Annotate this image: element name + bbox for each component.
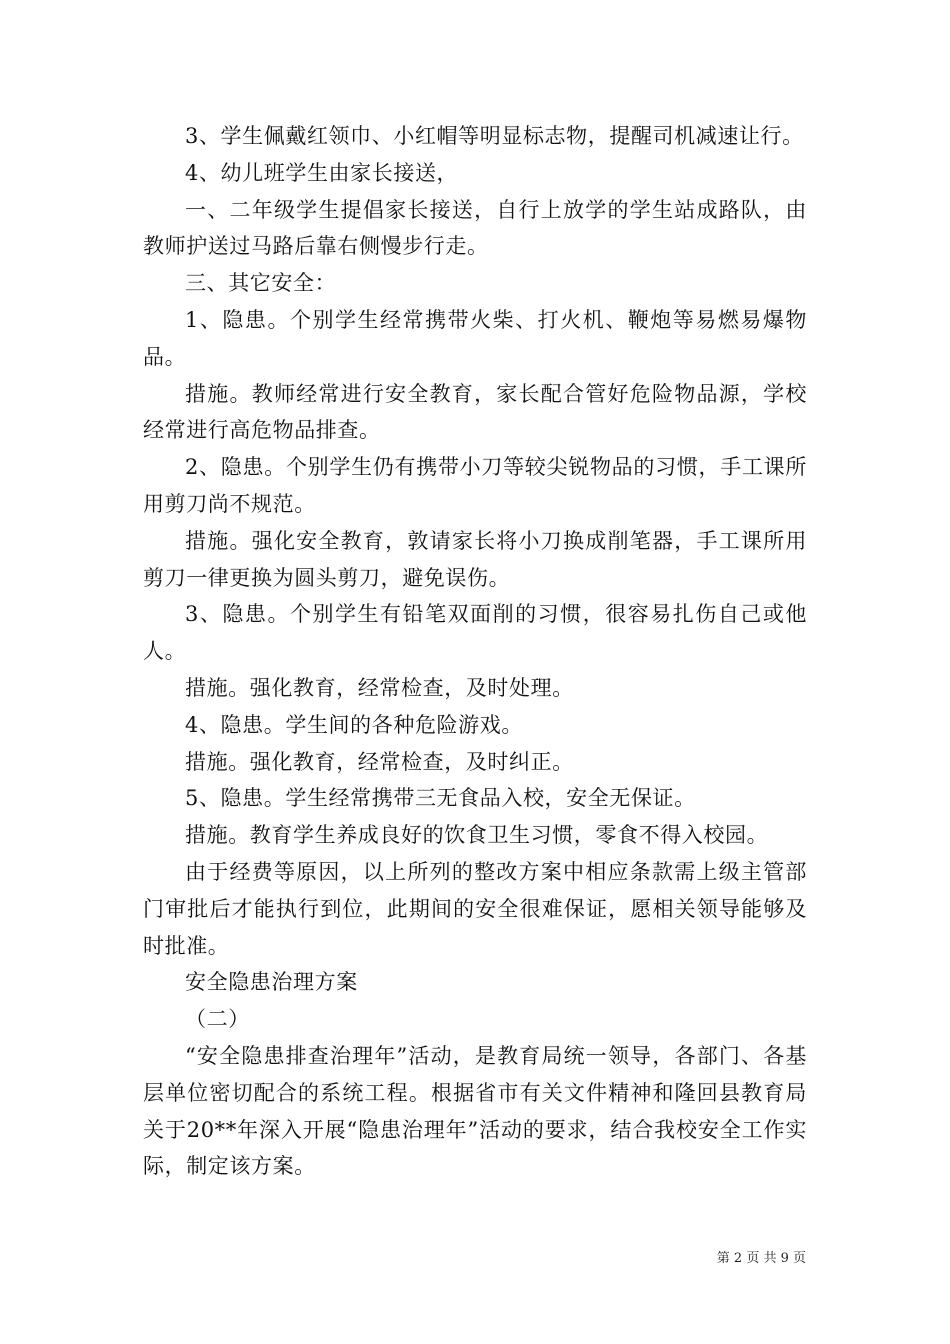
paragraph: “安全隐患排查治理年”活动，是教育局统一领导，各部门、各基层单位密切配合的系统工程。根据省市有关文件精神和隆回县教育局关于20**年深入开展“隐患治理年”活动的要求，结合我校安全工作实际，制定该方案。 [143, 1043, 807, 1179]
paragraph: 4、幼儿班学生由家长接送， [185, 160, 459, 185]
paragraph: 5、隐患。学生经常携带三无食品入校，安全无保证。 [185, 786, 696, 811]
paragraph: 措施。教育学生养成良好的饮食卫生习惯，零食不得入校园。 [185, 823, 769, 848]
paragraph: 一、二年级学生提倡家长接送，自行上放学的学生站成路队，由教师护送过马路后靠右侧慢步行走。 [143, 197, 807, 259]
page-footer [700, 1247, 806, 1266]
section-heading: 三、其它安全： [185, 271, 337, 296]
paragraph: 措施。教师经常进行安全教育，家长配合管好危险物品源，学校经常进行高危物品排查。 [143, 381, 807, 443]
paragraph: 由于经费等原因，以上所列的整改方案中相应条款需上级主管部门审批后才能执行到位，此期间的安全很难保证，愿相关领导能够及时批准。 [143, 859, 807, 958]
paragraph: 3、学生佩戴红领巾、小红帽等明显标志物，提醒司机减速让行。 [185, 124, 804, 148]
page-number-label: 第 2 页 共 9 页 [716, 1251, 806, 1266]
paragraph: 措施。强化教育，经常检查，及时纠正。 [185, 749, 574, 774]
section-number: （二） [185, 1007, 250, 1032]
document-body [143, 118, 807, 1185]
paragraph: 措施。强化教育，经常检查，及时处理。 [185, 675, 574, 700]
paragraph: 3、隐患。个别学生有铅笔双面削的习惯，很容易扎伤自己或他人。 [143, 602, 807, 664]
paragraph: 2、隐患。个别学生仍有携带小刀等较尖锐物品的习惯，手工课所用剪刀尚不规范。 [143, 455, 807, 516]
paragraph: 1、隐患。个别学生经常携带火柴、打火机、鞭炮等易燃易爆物品。 [143, 307, 807, 369]
document-subtitle: 安全隐患治理方案 [185, 970, 358, 995]
paragraph: 措施。强化安全教育，敦请家长将小刀换成削笔器，手工课所用剪刀一律更换为圆头剪刀，避免误伤。 [143, 528, 807, 590]
paragraph: 4、隐患。学生间的各种危险游戏。 [185, 712, 523, 737]
